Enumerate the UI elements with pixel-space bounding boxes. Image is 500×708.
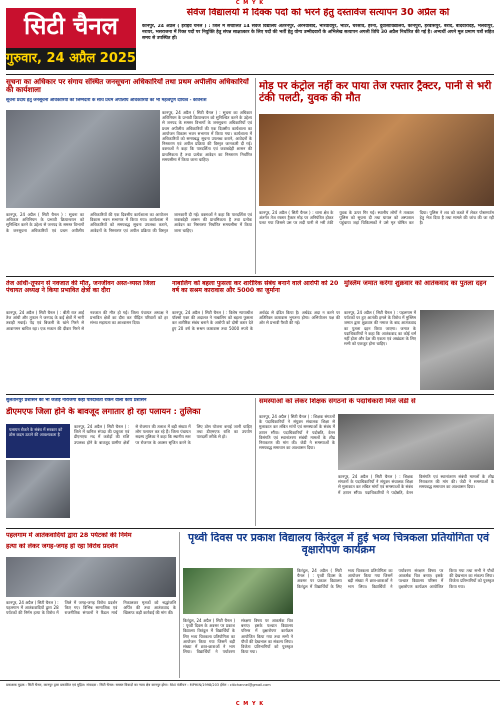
- story7-photo: [338, 414, 494, 470]
- story2-body: कानपुर, 24 अप्रैल ( सिटी चैनल ) : थाना क्षेत्र के अंतर्गत तेज रफ्तार ट्रैक्टर मोड़ पर अनियंत्रित होकर पलट गया जिससे उस पर लदी पानी से भरी टंकी युवक के ऊपर गिर गई। स्थानीय लोगों ने तत्काल पुलिस को सूचना दी तथा घायल को अस्पताल पहुंचाया जहां चिकित्सकों ने उसे मृत घोषित कर दिया। पुलिस ने शव को कब्जे में लेकर पोस्टमार्टम हेतु भेज दिया है तथा मामले की जांच की जा रही है।: [259, 210, 494, 226]
- story6-headline: डीएमएफ जिला होने के बावजूद लगातार हो रहा पलायन : तुलिका: [6, 407, 201, 416]
- story9-body-continued: किरंदुल, 24 अप्रैल ( सिटी चैनल ) : पृथ्वी दिवस के अवसर पर प्रकाश विद्यालय किरंदुल में विद्यार्थियों के लिए भव्य चित्रकला प्रतियोगिता का आयोजन किया गया जिसमें बड़ी संख्या में छात्र-छात्राओं ने भाग लिया। विद्यार्थियों ने पर्यावरण संरक्षण विषय पर आकर्षक चित्र बनाए। इसके पश्चात विद्यालय परिसर में वृक्षारोपण कार्यक्रम आयोजित किया गया तथा सभी ने पौधों की देखभाल का संकल्प लिया। विजेता प्रतिभागियों को पुरस्कृत किया गया।: [183, 618, 293, 655]
- story4-body: कानपुर, 24 अप्रैल ( सिटी चैनल ) : विशेष न्यायाधीश पॉक्सो एक्ट की अदालत ने नाबालिग को बहला फुसला कर शारीरिक संबंध बनाने के आरोपी को दोषी करार देते हुए 20 वर्ष के सश्रम कारावास तथा 5000 रुपये के अर्थदंड से दंडित किया है। अर्थदंड अदा न करने पर अतिरिक्त कारावास भुगतना होगा। अभियोजन पक्ष की ओर से प्रभावी पैरवी की गई।: [172, 310, 340, 331]
- story8-headline: हत्या को लेकर जगह-जगह हो रहा विरोध प्रदर्शन: [6, 543, 118, 550]
- masthead: [6, 8, 136, 70]
- divider: [6, 74, 494, 75]
- story6-body: कानपुर, 24 अप्रैल ( सिटी चैनल ) : जिले में खनिज संपदा की प्रचुरता एवं डीएमएफ मद में करोड़ों की राशि उपलब्ध होने के बावजूद ग्रामीण क्षेत्रों से रोजगार की तलाश में बड़ी संख्या में लोग पलायन कर रहे हैं। जिला पंचायत सदस्य तुलिका ने कहा कि स्थानीय स्तर पर रोजगार के अवसर सृजित करने के लिए ठोस योजना बनाई जानी चाहिए तथा डीएमएफ राशि का उपयोग पारदर्शी तरीके से हो।: [74, 424, 252, 445]
- story7-body: कानपुर, 24 अप्रैल ( सिटी चैनल ) : शिक्षक संगठनों के पदाधिकारियों ने संयुक्त संचालक शिक्षा से मुलाकात कर लंबित मांगों एवं समस्याओं के संबंध में ज्ञापन सौंपा। पदाधिकारियों ने पदोन्नति, वेतन विसंगति एवं स्थानांतरण संबंधी मामलों के शीघ्र निराकरण की मांग की। जेडी ने समस्याओं के समयबद्ध समाधान का आश्वासन दिया।: [259, 414, 335, 451]
- story5-photo: [420, 310, 494, 390]
- story5-body: कानपुर, 24 अप्रैल ( सिटी चैनल ) : पहलगाम में पर्यटकों पर हुए आतंकी हमले के विरोध में मुस्लिम जमात द्वारा शुक्रवार की नमाज के बाद आतंकवाद का पुतला दहन किया जाएगा। जमात के पदाधिकारियों ने कहा कि आतंकवाद का कोई धर्म नहीं होता और देश की एकता एवं अखंडता के लिए सभी को एकजुट होना चाहिए।: [344, 310, 416, 347]
- cmyk-marker-top: C M Y K: [235, 0, 265, 6]
- print-line-footer: प्रकाशक मुद्रक : सिटी चैनल, कानपुर द्वारा प्रकाशित एवं मुद्रित। संपादक : सिटी चैनल। समस्त विवादों का न्याय क्षेत्र कानपुर होगा। RNI पंजीयन : MPHIN/1998/203 ईमेल : citichannel@gmail.com: [0, 680, 500, 700]
- story7-headline: समस्याओं को लेकर शिक्षक संगठनों के पदाधिकारी मिले जेडी से: [259, 398, 416, 405]
- story1-subhead: सूचना प्रदाय हेतु जनसूचना अधिकारियों को जिम्मेदारी के साथ प्रथम अपीलीय अधिकारियों का भी महत्वपूर्ण दायित्व - केविनाश: [6, 98, 207, 103]
- story1-headline: सूचना का अधिकार पर संगाय संस्थित जनसूचना अधिकारियों तथा प्रथम अपीलीय अधिकारियों की कार्यशाला: [6, 78, 249, 95]
- column-divider: [255, 78, 256, 274]
- story6-photo: [6, 460, 70, 518]
- divider: [6, 528, 494, 529]
- story3-body: कानपुर, 24 अप्रैल ( सिटी चैनल ) : बीती रात आई तेज आंधी और तूफान ने जनपद के कई क्षेत्रों में भारी तबाही मचाई। पेड़ एवं बिजली के खंभे गिरने से आवागमन बाधित रहा। एक मकान की दीवार गिरने से नवजात की मौत हो गई। जिला पंचायत अध्यक्ष ने प्रभावित क्षेत्रों का दौरा कर पीड़ित परिवारों को हर संभव सहायता का आश्वासन दिया।: [6, 310, 168, 331]
- story8-kicker: पहलगाम में आतंकवादियों द्वारा 28 पर्यटकों की निर्मम: [6, 532, 132, 539]
- story2-headline: मोड़ पर कंट्रोल नहीं कर पाया तेज रफ्तार ट्रैक्टर, पानी से भरी टंकी पलटी, युवक की मौत: [259, 80, 492, 105]
- column-divider: [255, 398, 256, 526]
- divider: [6, 276, 494, 277]
- story8-body: कानपुर, 24 अप्रैल ( सिटी चैनल ) : पहलगाम में आतंकवादियों द्वारा 28 पर्यटकों की निर्मम हत्या के विरोध में जिले में जगह-जगह विरोध प्रदर्शन किए गए। विभिन्न सामाजिक एवं राजनीतिक संगठनों ने कैंडल मार्च निकालकर मृतकों को श्रद्धांजलि अर्पित की तथा आतंकवाद के खिलाफ कड़ी कार्रवाई की मांग की।: [6, 600, 176, 616]
- story4-headline: नाबालिग को बहला फुसला कर शारीरिक संबंध बनाने वाले आरोपी को 20 वर्ष का सश्रम कारावास और 5000 का जुर्माना: [172, 280, 339, 295]
- story6-kicker: सुलतानपुर प्रशासन की भी जताई नाराजगी कहा पारदर्शिता रोकने वाला कार्य प्रशासन: [6, 398, 147, 403]
- story7-body-continued: कानपुर, 24 अप्रैल ( सिटी चैनल ) : शिक्षक संगठनों के पदाधिकारियों ने संयुक्त संचालक शिक्षा से मुलाकात कर लंबित मांगों एवं समस्याओं के संबंध में ज्ञापन सौंपा। पदाधिकारियों ने पदोन्नति, वेतन विसंगति एवं स्थानांतरण संबंधी मामलों के शीघ्र निराकरण की मांग की। जेडी ने समस्याओं के समयबद्ध समाधान का आश्वासन दिया।: [338, 474, 494, 495]
- story5-headline: मुस्लिम जमात करेगा शुक्रवार को आतंकवाद का पुतला दहन: [344, 280, 487, 287]
- story1-photo: [6, 110, 160, 208]
- story3-headline: तेज आंधी-तूफान से नवजात की मौत, जनजीवन अस्त-व्यस्त जिला पंचायत अध्यक्ष ने किया प्रभावित क्षेत्रों का दौरा: [6, 280, 156, 295]
- story9-headline: पृथ्वी दिवस पर प्रकाश विद्यालय किरंदुल में हुई भव्य चित्रकला प्रतियोगिता एवं वृक्षारोपण कार्यक्रम: [188, 532, 489, 557]
- story2-photo: [259, 114, 494, 206]
- story9-photo: [183, 568, 293, 614]
- column-divider: [179, 532, 180, 678]
- masthead-date: गुरुवार, 24 अप्रैल 2025: [6, 48, 136, 70]
- cmyk-marker-bottom: C M Y K: [235, 701, 265, 707]
- top-story-headline: सेवेज विद्यालयों में दिक्क पदों को भरने हेतु दस्तावेज सत्यापन 30 अप्रैल को: [186, 8, 450, 18]
- story1-body: कानपुर, 24 अप्रैल ( सिटी चैनल ) : सूचना का अधिकार अधिनियम के प्रभावी क्रियान्वयन को सुनिश्चित करने के उद्देश्य से जनपद के समस्त विभागों के जनसूचना अधिकारियों एवं प्रथम अपीलीय अधिकारियों की एक दिवसीय कार्यशाला का आयोजन विकास भवन सभागार में किया गया। कार्यशाला में अधिकारियों को समयबद्ध सूचना उपलब्ध कराने, आवेदनों के निस्तारण एवं अपील प्रक्रिया की विस्तृत जानकारी दी गई। वक्ताओं ने कहा कि पारदर्शिता एवं जवाबदेही शासन की प्राथमिकता है तथा प्रत्येक आवेदन का निस्तारण निर्धारित समयसीमा में किया जाना चाहिए।: [6, 212, 252, 233]
- top-story-body: कानपुर, 24 अप्रैल ( इराईवे चैनल ) : जिले में संचालित 14 सेवेज विद्यालय अतरनपुर, अरनवाबाद, भारवावपुर, भीटर, चरसाव, हरना, दुर्वासाविद्यालय, कानपुरी, हरवासपुर, बरादे, बांदवारीदह, भलवापुर, नरायर, भसराजना में रिक्त पदों पर नियुक्ति हेतु संपन्न साक्षात्कार के लिए पदों की भर्ती हेतु योग्य उम्मीदवारों के अभिलेख सत्यापन अगली तिथि 30 अप्रैल निर्धारित की गई है। अभ्यर्थी अपने मूल प्रमाण पत्रों सहित समय से उपस्थित हों।: [142, 24, 494, 41]
- story1-body-side: कानपुर, 24 अप्रैल ( सिटी चैनल ) : सूचना का अधिकार अधिनियम के प्रभावी क्रियान्वयन को सुनिश्चित करने के उद्देश्य से जनपद के समस्त विभागों के जनसूचना अधिकारियों एवं प्रथम अपीलीय अधिकारियों की एक दिवसीय कार्यशाला का आयोजन विकास भवन सभागार में किया गया। कार्यशाला में अधिकारियों को समयबद्ध सूचना उपलब्ध कराने, आवेदनों के निस्तारण एवं अपील प्रक्रिया की विस्तृत जानकारी दी गई। वक्ताओं ने कहा कि पारदर्शिता एवं जवाबदेही शासन की प्राथमिकता है तथा प्रत्येक आवेदन का निस्तारण निर्धारित समयसीमा में किया जाना चाहिए।: [162, 110, 252, 162]
- divider: [6, 394, 494, 395]
- story9-body: किरंदुल, 24 अप्रैल ( सिटी चैनल ) : पृथ्वी दिवस के अवसर पर प्रकाश विद्यालय किरंदुल में विद्यार्थियों के लिए भव्य चित्रकला प्रतियोगिता का आयोजन किया गया जिसमें बड़ी संख्या में छात्र-छात्राओं ने भाग लिया। विद्यार्थियों ने पर्यावरण संरक्षण विषय पर आकर्षक चित्र बनाए। इसके पश्चात विद्यालय परिसर में वृक्षारोपण कार्यक्रम आयोजित किया गया तथा सभी ने पौधों की देखभाल का संकल्प लिया। विजेता प्रतिभागियों को पुरस्कृत किया गया।: [297, 568, 494, 589]
- story8-photo: [6, 557, 176, 597]
- story6-quote: पलायन रोकने के संबंध में सरकार को ठोस कदम उठाने की आवश्यकता है: [6, 424, 70, 458]
- masthead-title: सिटी चैनल: [24, 12, 118, 40]
